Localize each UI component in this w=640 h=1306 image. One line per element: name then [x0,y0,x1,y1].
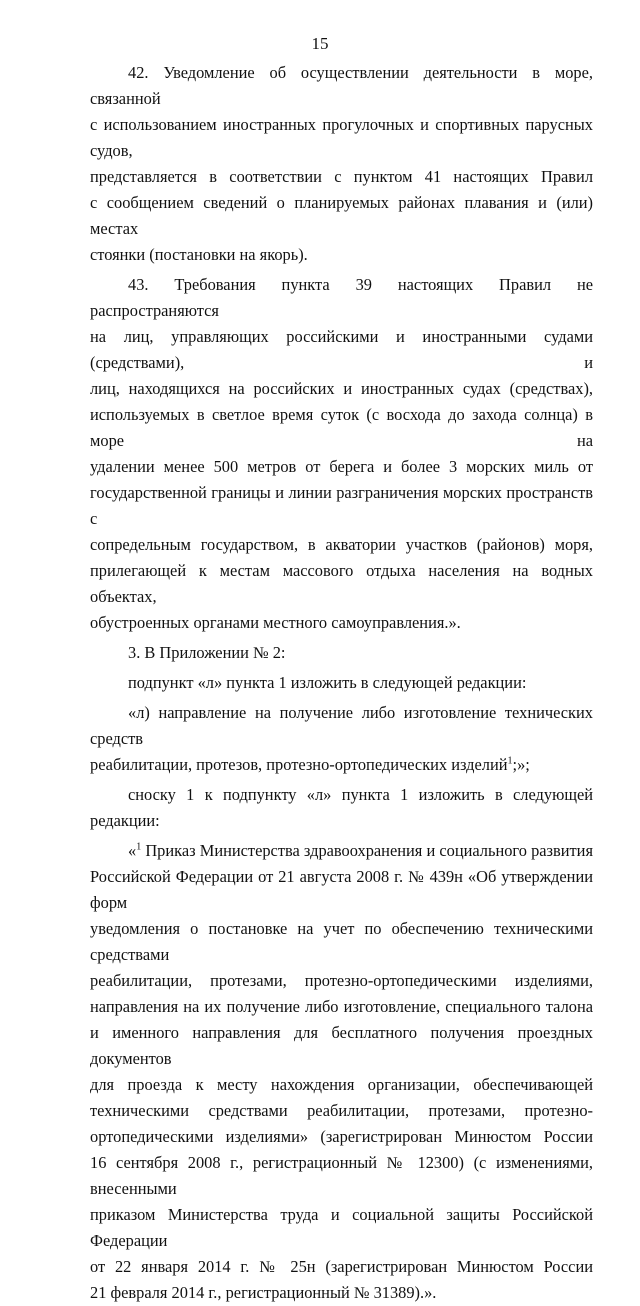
text-line: стоянки (постановки на якорь). [90,245,308,264]
document-body [90,60,593,1306]
text-line: Российской Федерации от 21 августа 2008 г. № 439н «Об утверждении форм [90,867,593,912]
text-line: лиц, находящихся на российских и иностранных судах (средствах), [90,379,593,398]
paragraph-3 [90,640,593,666]
text-line: представляется в соответствии с пунктом 41 настоящих Правил [90,167,593,186]
text-line: 42. Уведомление об осуществлении деятельности в море, связанной [90,63,593,108]
text-line: прилегающей к местам массового отдыха населения на водных объектах, [90,561,593,606]
text-fragment: Приказ Министерства здравоохранения и социального развития [141,841,593,860]
text-line: приказом Министерства труда и социальной защиты Российской Федерации [90,1205,593,1250]
text-line: на лиц, управляющих российскими и иностранными судами (средствами), и [90,327,593,372]
text-line: сноску 1 к подпункту «л» пункта 1 изложить в следующей редакции: [90,785,593,830]
text-line: подпункт «л» пункта 1 изложить в следующей редакции: [128,673,527,692]
text-line: 16 сентября 2008 г., регистрационный № 12300) (с изменениями, внесенными [90,1153,593,1198]
text-line [90,838,593,864]
text-line: с сообщением сведений о планируемых районах плавания и (или) местах [90,193,593,238]
footnote-mark: 1 [507,755,513,767]
text-line: техническими средствами реабилитации, протезами, протезно- [90,1101,593,1120]
text-line: государственной границы и линии разграничения морских пространств с [90,483,593,528]
text-fragment: реабилитации, протезов, протезно-ортопедических изделий [90,755,508,774]
text-line: используемых в светлое время суток (с восхода до захода солнца) в море на [90,405,593,450]
text-line: реабилитации, протезами, протезно-ортопедическими изделиями, [90,971,593,990]
quote-open: « [128,841,137,860]
text-line: обустроенных органами местного самоуправления.». [90,613,461,632]
text-line-with-footnote [90,752,593,778]
text-line: «л) направление на получение либо изготовление технических средств [90,703,593,748]
text-line: с использованием иностранных прогулочных и спортивных парусных судов, [90,115,593,160]
text-line: уведомления о постановке на учет по обеспечению техническими средствами [90,919,593,964]
text-fragment: ;»; [512,755,530,774]
text-line: 21 февраля 2014 г., регистрационный № 31389).». [90,1283,437,1302]
paragraph-footnote-instruction [90,782,593,834]
text-line: удалении менее 500 метров от берега и более 3 морских миль от [90,457,593,476]
text-line: и именного направления для бесплатного получения проездных документов [90,1023,593,1068]
text-line: 43. Требования пункта 39 настоящих Правил не распространяются [90,275,593,320]
paragraph-l [90,700,593,778]
text-line: направления на их получение либо изготовление, специального талона [90,997,593,1016]
text-line: ортопедическими изделиями» (зарегистрирован Минюстом России [90,1127,593,1146]
text-line: от 22 января 2014 г. № 25н (зарегистрирован Минюстом России [90,1257,593,1276]
paragraph-42 [90,60,593,268]
text-line: для проезда к месту нахождения организации, обеспечивающей [90,1075,593,1094]
footnote-mark: 1 [136,841,142,853]
paragraph-footnote-text [90,838,593,1306]
paragraph-subpoint [90,670,593,696]
text-line: сопредельным государством, в акватории участков (районов) моря, [90,535,593,554]
paragraph-43 [90,272,593,636]
text-line: 3. В Приложении № 2: [128,643,286,662]
page-number: 15 [311,34,329,53]
